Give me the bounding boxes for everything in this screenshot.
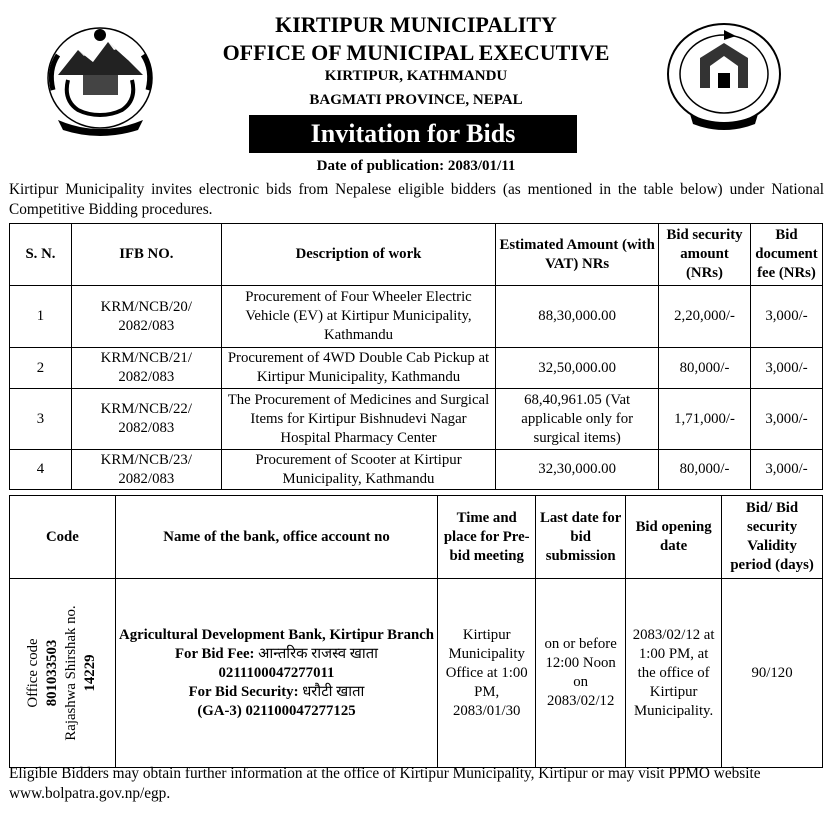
bid-fee-label: For Bid Fee: xyxy=(175,645,255,662)
cell-amount: 32,50,000.00 xyxy=(496,348,659,389)
cell-security: 80,000/- xyxy=(659,348,751,389)
cell-opening-date: 2083/02/12 at 1:00 PM, at the office of Kirtipur Municipality. xyxy=(626,579,722,768)
table-row xyxy=(10,579,823,768)
table-row xyxy=(10,389,823,450)
office-code-text xyxy=(24,605,100,740)
rajashwa-label: Rajashwa Shirshak no. xyxy=(63,605,80,741)
bank-table-header xyxy=(10,496,823,579)
province-line: BAGMATI PROVINCE, NEPAL xyxy=(309,92,523,108)
municipality-seal-logo xyxy=(660,18,788,136)
cell-ifb: KRM/NCB/23/ 2082/083 xyxy=(71,450,221,490)
bids-table xyxy=(9,223,823,490)
cell-bank xyxy=(115,579,437,768)
table-row xyxy=(10,286,823,348)
bids-table-header xyxy=(10,224,823,286)
cell-sn: 1 xyxy=(10,286,72,348)
header-code: Code xyxy=(10,496,116,579)
cell-fee: 3,000/- xyxy=(750,389,822,450)
header-security: Bid security amount (NRs) xyxy=(659,224,751,286)
cell-sn: 4 xyxy=(10,450,72,490)
notice-header xyxy=(0,0,832,180)
cell-ifb: KRM/NCB/21/ 2082/083 xyxy=(71,348,221,389)
header-validity: Bid/ Bid security Validity period (days) xyxy=(722,496,823,579)
header-amount: Estimated Amount (with VAT) NRs xyxy=(496,224,659,286)
cell-amount: 68,40,961.05 (Vat applicable only for surgical items) xyxy=(496,389,659,450)
cell-fee: 3,000/- xyxy=(750,450,822,490)
header-opening-date: Bid opening date xyxy=(626,496,722,579)
cell-description: Procurement of Four Wheeler Electric Vehicle (EV) at Kirtipur Municipality, Kathmandu xyxy=(221,286,496,348)
header-sn: S. N. xyxy=(10,224,72,286)
publication-date: Date of publication: 2083/01/11 xyxy=(316,158,516,174)
bank-name: Agricultural Development Bank, Kirtipur Branch xyxy=(119,626,434,643)
cell-fee: 3,000/- xyxy=(750,348,822,389)
footer-text: Eligible Bidders may obtain further information at the office of Kirtipur Municipality, Kirtipur or may visit PPMO website www.bolpatra.gov.np/egp. xyxy=(9,765,761,802)
header-description: Description of work xyxy=(221,224,496,286)
cell-ifb: KRM/NCB/22/ 2082/083 xyxy=(71,389,221,450)
cell-sn: 3 xyxy=(10,389,72,450)
cell-amount: 88,30,000.00 xyxy=(496,286,659,348)
cell-ifb: KRM/NCB/20/ 2082/083 xyxy=(71,286,221,348)
bank-table xyxy=(9,495,823,768)
cell-code xyxy=(10,579,116,768)
bid-security-label: For Bid Security: xyxy=(188,683,299,700)
header-last-date: Last date for bid submission xyxy=(536,496,626,579)
header-fee: Bid document fee (NRs) xyxy=(750,224,822,286)
cell-security: 2,20,000/- xyxy=(659,286,751,348)
cell-security: 80,000/- xyxy=(659,450,751,490)
municipality-name: KIRTIPUR MUNICIPALITY xyxy=(275,12,557,37)
office-code-label: Office code xyxy=(25,638,42,708)
header-bank: Name of the bank, office account no xyxy=(115,496,437,579)
bid-security-account-name: धरौटी खाता xyxy=(302,683,365,700)
header-ifb: IFB NO. xyxy=(71,224,221,286)
intro-text: Kirtipur Municipality invites electronic bids from Nepalese eligible bidders (as mentioned in the table below) under National Competitive Bidding procedures. xyxy=(9,181,824,218)
bid-security-account-no: (GA-3) 021100047277125 xyxy=(197,702,356,719)
rajashwa-value: 14229 xyxy=(82,654,99,692)
page-title: Invitation for Bids xyxy=(249,115,577,153)
office-code-value: 801033503 xyxy=(44,639,61,707)
cell-fee: 3,000/- xyxy=(750,286,822,348)
cell-sn: 2 xyxy=(10,348,72,389)
office-name: OFFICE OF MUNICIPAL EXECUTIVE xyxy=(222,40,610,65)
cell-security: 1,71,000/- xyxy=(659,389,751,450)
bid-fee-account-no: 0211100047277011 xyxy=(218,664,335,681)
table-row xyxy=(10,450,823,490)
cell-description: The Procurement of Medicines and Surgical Items for Kirtipur Bishnudevi Nagar Hospital Pharmacy Center xyxy=(221,389,496,450)
bid-fee-account-name: आन्तरिक राजस्व खाता xyxy=(258,645,378,662)
cell-prebid: Kirtipur Municipality Office at 1:00 PM, 2083/01/30 xyxy=(438,579,536,768)
table-row xyxy=(10,348,823,389)
cell-last-date: on or before 12:00 Noon on 2083/02/12 xyxy=(536,579,626,768)
cell-description: Procurement of 4WD Double Cab Pickup at Kirtipur Municipality, Kathmandu xyxy=(221,348,496,389)
cell-description: Procurement of Scooter at Kirtipur Municipality, Kathmandu xyxy=(221,450,496,490)
office-location: KIRTIPUR, KATHMANDU xyxy=(324,68,508,84)
header-prebid: Time and place for Pre-bid meeting xyxy=(438,496,536,579)
cell-amount: 32,30,000.00 xyxy=(496,450,659,490)
cell-validity: 90/120 xyxy=(722,579,823,768)
